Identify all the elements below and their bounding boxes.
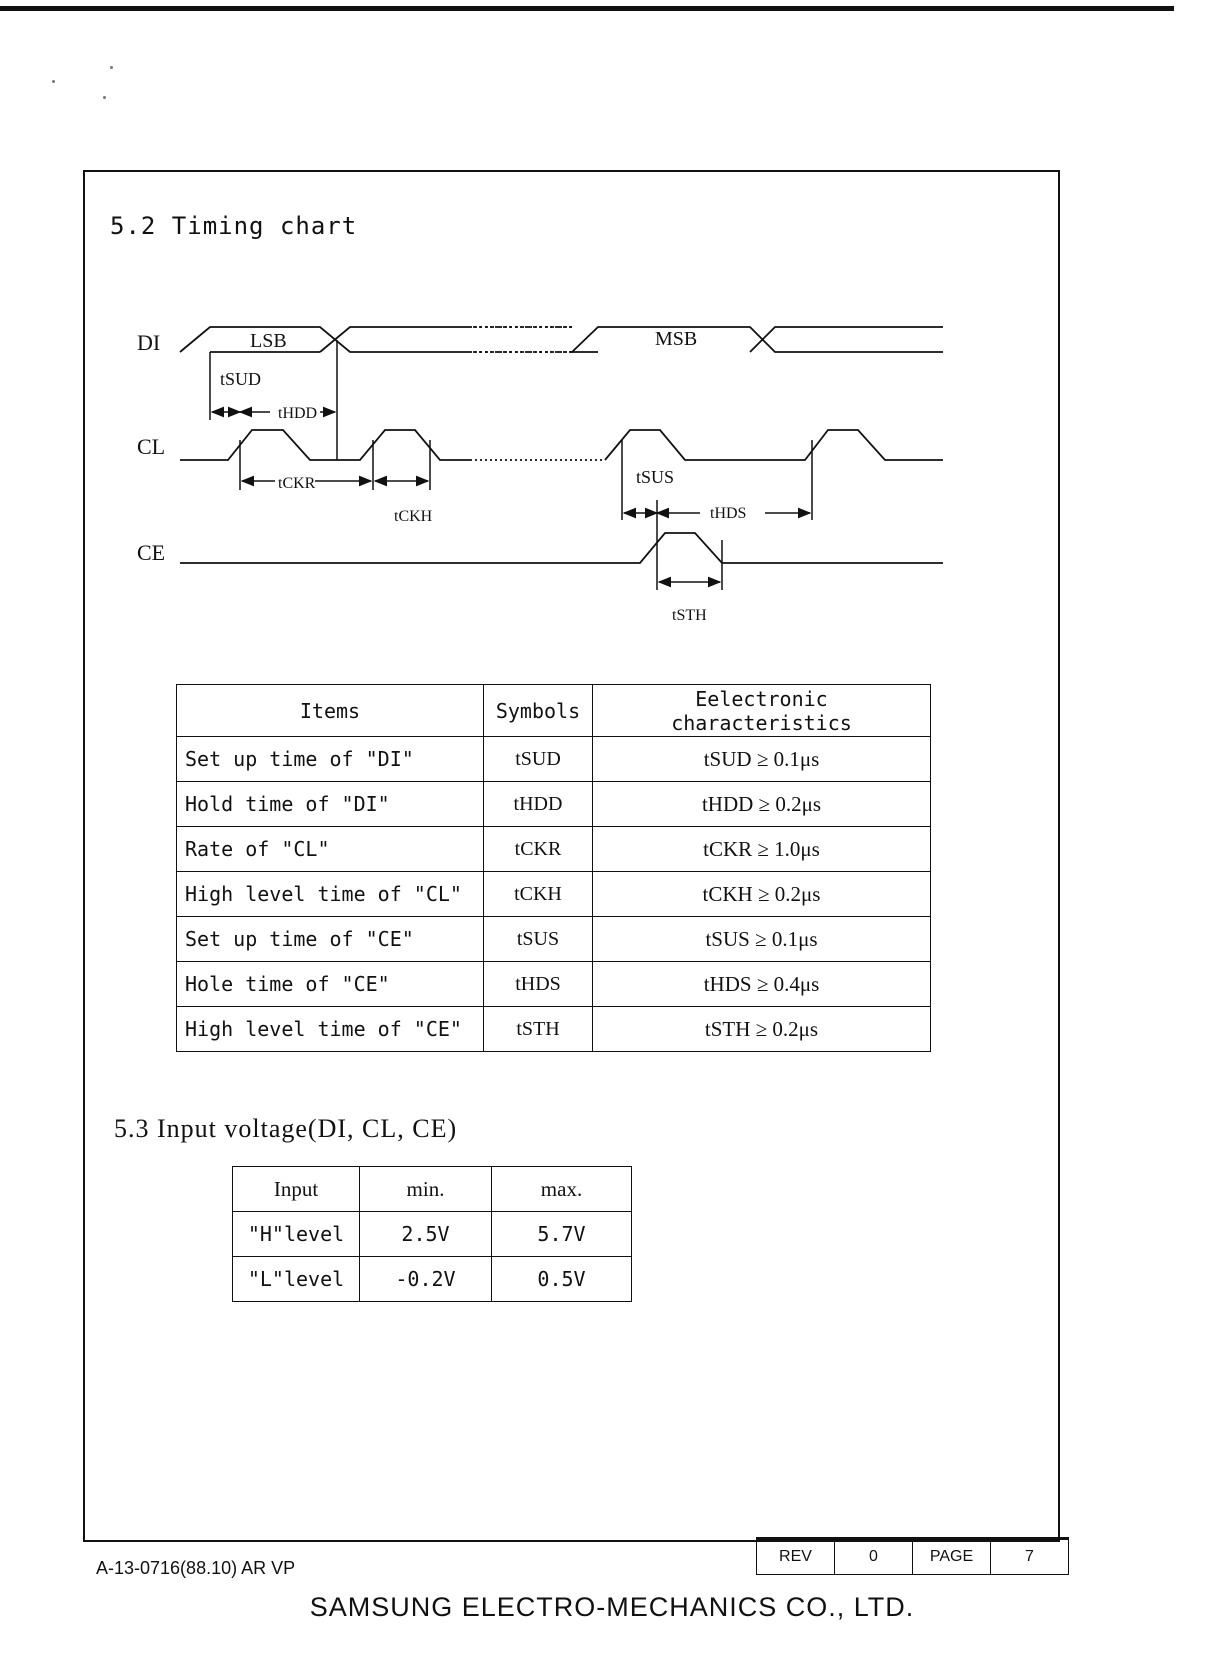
table-header-row [177,685,931,737]
company-name: SAMSUNG ELECTRO-MECHANICS CO., LTD. [309,1592,915,1622]
symbol-cell: tCKH [484,872,593,917]
t-sth-label: tSTH [672,607,707,624]
t-ckr-label: tCKR [278,475,316,492]
table-row [177,872,931,917]
header-items: Items [177,685,484,737]
symbol-cell: tSTH [484,1007,593,1052]
item-cell: Set up time of "DI" [177,737,484,782]
input-voltage-table [232,1166,632,1302]
item-cell: Hole time of "CE" [177,962,484,1007]
table-header-row [233,1167,632,1212]
symbol-cell: tSUD [484,737,593,782]
min-cell: -0.2V [360,1257,492,1302]
ce-waveform [180,533,943,563]
value-cell: tSUS ≥ 0.1μs [593,917,931,962]
value-cell: tCKH ≥ 0.2μs [593,872,931,917]
rev-value: 0 [835,1540,913,1574]
table-row [233,1212,632,1257]
symbol-cell: tSUS [484,917,593,962]
table-row [177,962,931,1007]
value-cell: tSTH ≥ 0.2μs [593,1007,931,1052]
item-cell: Hold time of "DI" [177,782,484,827]
header-characteristics: Eelectronic characteristics [593,685,931,737]
header-input: Input [233,1167,360,1212]
t-hdd-label: tHDD [278,405,318,422]
item-cell: Set up time of "CE" [177,917,484,962]
input-voltage-heading: 5.3 Input voltage(DI, CL, CE) [114,1114,458,1143]
signal-label-ce: CE [137,540,166,565]
t-sus-label: tSUS [636,467,675,487]
cl-waveform [180,430,943,460]
item-cell: High level time of "CL" [177,872,484,917]
header-min: min. [360,1167,492,1212]
rev-label: REV [757,1540,835,1574]
lsb-label: LSB [250,330,287,352]
symbol-cell: tHDD [484,782,593,827]
timing-diagram [0,0,1224,640]
table-row [177,827,931,872]
symbol-cell: tHDS [484,962,593,1007]
input-cell: "L"level [233,1257,360,1302]
timing-arrows [212,412,810,582]
timing-reference-lines [210,340,812,590]
max-cell: 0.5V [492,1257,632,1302]
di-waveform [180,327,943,352]
page-value: 7 [1025,1548,1034,1565]
item-cell: Rate of "CL" [177,827,484,872]
header-max: max. [492,1167,632,1212]
t-sud-label: tSUD [220,369,262,389]
table-row [177,737,931,782]
table-row [177,782,931,827]
form-code: A-13-0716(88.10) AR VP [96,1558,296,1578]
value-cell: tSUD ≥ 0.1μs [593,737,931,782]
t-ckh-label: tCKH [394,508,433,525]
value-cell: tHDS ≥ 0.4μs [593,962,931,1007]
table-row [177,917,931,962]
revision-box [756,1537,1069,1575]
page-label: PAGE [913,1540,991,1574]
header-symbols: Symbols [484,685,593,737]
timing-chart-heading: 5.2 Timing chart [110,212,358,240]
value-cell: tHDD ≥ 0.2μs [593,782,931,827]
timing-characteristics-table [176,684,931,1052]
signal-label-di: DI [137,330,161,355]
max-cell: 5.7V [492,1212,632,1257]
symbol-cell: tCKR [484,827,593,872]
input-cell: "H"level [233,1212,360,1257]
item-cell: High level time of "CE" [177,1007,484,1052]
t-hds-label: tHDS [710,505,747,522]
table-row [177,1007,931,1052]
min-cell: 2.5V [360,1212,492,1257]
signal-label-cl: CL [137,434,166,459]
table-row [233,1257,632,1302]
msb-label: MSB [655,328,698,350]
value-cell: tCKR ≥ 1.0μs [593,827,931,872]
